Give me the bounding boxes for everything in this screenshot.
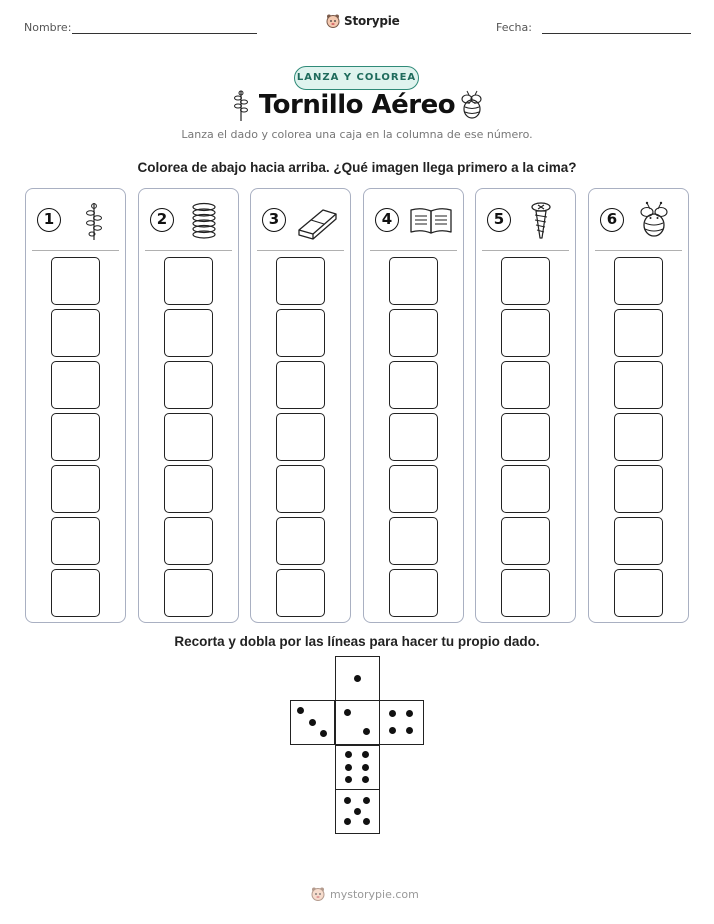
helicopter-seed-icon bbox=[71, 200, 117, 242]
die-face-1[interactable] bbox=[335, 656, 380, 701]
bee-icon bbox=[456, 90, 488, 122]
column-header bbox=[26, 189, 125, 251]
die-pip bbox=[345, 751, 352, 758]
color-box[interactable] bbox=[614, 569, 663, 617]
die-pip bbox=[363, 797, 370, 804]
bee-icon bbox=[634, 200, 680, 242]
open-book-icon bbox=[409, 200, 455, 242]
color-box[interactable] bbox=[501, 257, 550, 305]
color-box[interactable] bbox=[389, 413, 438, 461]
die-pip bbox=[345, 764, 352, 771]
date-label: Fecha: bbox=[496, 21, 532, 34]
color-box[interactable] bbox=[501, 465, 550, 513]
instruction-bottom: Recorta y dobla por las líneas para hacer tu propio dado. bbox=[174, 634, 540, 649]
die-pip bbox=[362, 764, 369, 771]
die-pip bbox=[320, 730, 327, 737]
color-box[interactable] bbox=[501, 517, 550, 565]
color-box[interactable] bbox=[164, 465, 213, 513]
color-box[interactable] bbox=[164, 569, 213, 617]
die-face-5[interactable] bbox=[335, 789, 380, 834]
color-box[interactable] bbox=[276, 361, 325, 409]
footer-url: mystorypie.com bbox=[330, 887, 419, 901]
name-label: Nombre: bbox=[24, 21, 72, 34]
color-box[interactable] bbox=[276, 517, 325, 565]
die-pip bbox=[354, 675, 361, 682]
screw-icon bbox=[521, 200, 567, 242]
color-box[interactable] bbox=[51, 309, 100, 357]
color-box[interactable] bbox=[164, 517, 213, 565]
column-header bbox=[364, 189, 463, 251]
color-box[interactable] bbox=[501, 569, 550, 617]
die-pip bbox=[309, 719, 316, 726]
storypie-logo bbox=[325, 13, 400, 29]
die-face-3[interactable] bbox=[290, 700, 335, 745]
die-pip bbox=[362, 776, 369, 783]
color-box[interactable] bbox=[614, 465, 663, 513]
color-box[interactable] bbox=[276, 413, 325, 461]
date-line[interactable] bbox=[542, 33, 691, 34]
color-box[interactable] bbox=[51, 413, 100, 461]
die-face-6[interactable] bbox=[335, 745, 380, 790]
color-box[interactable] bbox=[51, 465, 100, 513]
instruction-top: Colorea de abajo hacia arriba. ¿Qué imagen llega primero a la cima? bbox=[137, 160, 577, 175]
race-column-2 bbox=[138, 188, 239, 623]
column-header bbox=[251, 189, 350, 251]
color-box[interactable] bbox=[614, 309, 663, 357]
color-box[interactable] bbox=[501, 309, 550, 357]
column-divider bbox=[145, 250, 232, 251]
race-column-3 bbox=[250, 188, 351, 623]
die-pip bbox=[389, 727, 396, 734]
color-box[interactable] bbox=[164, 413, 213, 461]
color-box[interactable] bbox=[164, 257, 213, 305]
color-box[interactable] bbox=[164, 309, 213, 357]
color-box[interactable] bbox=[614, 517, 663, 565]
die-face-2[interactable] bbox=[335, 700, 380, 745]
color-box[interactable] bbox=[389, 465, 438, 513]
activity-tag: LANZA Y COLOREA bbox=[294, 66, 419, 90]
die-pip bbox=[406, 727, 413, 734]
race-column-1 bbox=[25, 188, 126, 623]
die-pip bbox=[363, 818, 370, 825]
color-box[interactable] bbox=[276, 569, 325, 617]
eraser-icon bbox=[296, 200, 342, 242]
race-column-4 bbox=[363, 188, 464, 623]
page-subtitle: Lanza el dado y colorea una caja en la columna de ese número. bbox=[181, 128, 533, 141]
race-column-5 bbox=[475, 188, 576, 623]
color-box[interactable] bbox=[51, 517, 100, 565]
brand-name: Storypie bbox=[344, 14, 400, 28]
die-pip bbox=[354, 808, 361, 815]
name-line[interactable] bbox=[72, 33, 257, 34]
footer-logo bbox=[310, 886, 419, 902]
column-header bbox=[476, 189, 575, 251]
color-box[interactable] bbox=[51, 361, 100, 409]
column-divider bbox=[482, 250, 569, 251]
column-header bbox=[139, 189, 238, 251]
die-pip bbox=[363, 728, 370, 735]
color-box[interactable] bbox=[614, 361, 663, 409]
column-number: 2 bbox=[150, 208, 174, 232]
die-pip bbox=[297, 707, 304, 714]
color-box[interactable] bbox=[276, 257, 325, 305]
color-box[interactable] bbox=[614, 413, 663, 461]
die-face-4[interactable] bbox=[379, 700, 424, 745]
color-box[interactable] bbox=[51, 569, 100, 617]
column-header bbox=[589, 189, 688, 251]
column-divider bbox=[370, 250, 457, 251]
column-number: 5 bbox=[487, 208, 511, 232]
column-number: 3 bbox=[262, 208, 286, 232]
color-box[interactable] bbox=[276, 309, 325, 357]
color-box[interactable] bbox=[389, 517, 438, 565]
die-pip bbox=[406, 710, 413, 717]
color-box[interactable] bbox=[51, 257, 100, 305]
die-pip bbox=[345, 776, 352, 783]
column-divider bbox=[257, 250, 344, 251]
color-box[interactable] bbox=[501, 413, 550, 461]
column-divider bbox=[32, 250, 119, 251]
color-box[interactable] bbox=[276, 465, 325, 513]
color-box[interactable] bbox=[614, 257, 663, 305]
race-column-6 bbox=[588, 188, 689, 623]
column-number: 1 bbox=[37, 208, 61, 232]
die-pip bbox=[344, 709, 351, 716]
storypie-mascot-icon bbox=[310, 886, 326, 902]
color-box[interactable] bbox=[389, 257, 438, 305]
page-title: Tornillo Aéreo bbox=[258, 90, 456, 120]
column-number: 6 bbox=[600, 208, 624, 232]
die-pip bbox=[344, 818, 351, 825]
color-box[interactable] bbox=[389, 361, 438, 409]
color-box[interactable] bbox=[501, 361, 550, 409]
die-pip bbox=[389, 710, 396, 717]
spring-icon bbox=[184, 200, 230, 242]
storypie-mascot-icon bbox=[325, 13, 341, 29]
column-divider bbox=[595, 250, 682, 251]
color-box[interactable] bbox=[389, 309, 438, 357]
column-number: 4 bbox=[375, 208, 399, 232]
die-pip bbox=[362, 751, 369, 758]
color-box[interactable] bbox=[389, 569, 438, 617]
color-box[interactable] bbox=[164, 361, 213, 409]
die-pip bbox=[344, 797, 351, 804]
